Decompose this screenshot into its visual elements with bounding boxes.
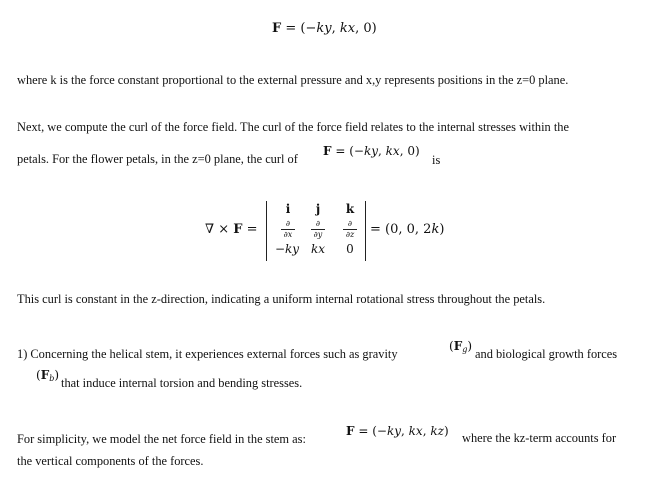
matrix-d-dy: ∂ ∂y xyxy=(305,220,331,239)
force-field-equation: F = (−ky, kx, 0) xyxy=(272,21,377,36)
curl-determinant-matrix xyxy=(266,201,366,261)
paragraph-stem-model-line1-suffix: where the kz-term accounts for xyxy=(462,431,617,445)
paragraph-curl-intro-line1: Next, we compute the curl of the force field. The curl of the force field relates to the internal stresses within the xyxy=(17,120,569,134)
paragraph-curl-constant: This curl is constant in the z-direction, indicating a uniform internal rotational stress throughout the petals. xyxy=(17,292,546,306)
stem-force-field: F = (−ky, kx, kz) xyxy=(346,424,449,438)
matrix-neg-ky: −ky xyxy=(274,242,300,256)
matrix-d-dz: ∂ ∂z xyxy=(337,220,363,239)
paragraph-stem-model-line1: For simplicity, we model the net force field in the stem as: xyxy=(17,432,306,446)
paragraph-helical-stem-line2: that induce internal torsion and bending stresses. xyxy=(61,376,303,390)
paragraph-helical-stem-line1: 1) Concerning the helical stem, it experiences external forces such as gravity xyxy=(17,347,398,361)
matrix-zero: 0 xyxy=(346,242,354,256)
matrix-d-dx: ∂ ∂x xyxy=(275,220,301,239)
paragraph-stem-model-line2: the vertical components of the forces. xyxy=(17,454,204,468)
inline-force-field: F = (−ky, kx, 0) xyxy=(323,144,420,158)
paragraph-curl-intro-suffix: is xyxy=(432,153,441,167)
paragraph-helical-stem-line1-suffix: and biological growth forces xyxy=(475,347,618,361)
curl-rhs: = (0, 0, 2k) xyxy=(370,222,445,237)
curl-lhs: ∇ × F = xyxy=(205,222,258,237)
paragraph-curl-intro-line2: petals. For the flower petals, in the z=0 plane, the curl of xyxy=(17,152,298,166)
matrix-kx: kx xyxy=(310,242,326,256)
gravity-force-symbol: $(F_g)$ xyxy=(449,339,473,354)
matrix-k: k xyxy=(345,202,355,216)
matrix-j: j xyxy=(315,202,321,216)
paragraph-force-constant: where k is the force constant proportional to the external pressure and x,y represents positions in the z=0 plane. xyxy=(17,73,569,87)
growth-force-symbol: $(F_b)$ xyxy=(36,368,60,383)
matrix-i: i xyxy=(285,202,291,216)
